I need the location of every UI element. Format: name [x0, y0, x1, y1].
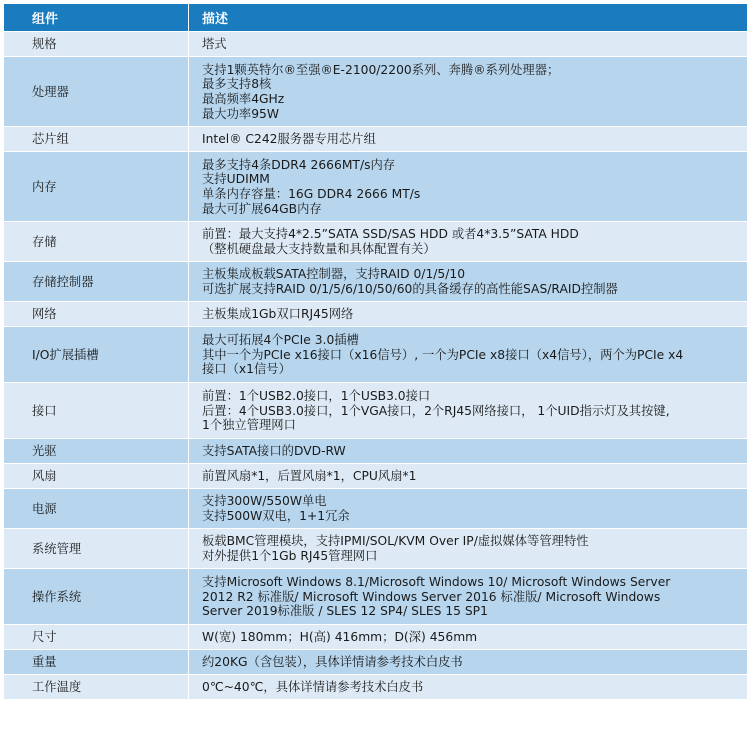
- description-line: W(宽) 180mm；H(高) 416mm；D(深) 456mm: [202, 630, 478, 645]
- table-row: [4, 152, 747, 222]
- component-description: [189, 152, 747, 222]
- spec-table: [4, 4, 747, 700]
- table-row: [4, 439, 747, 464]
- description-line: 后置：4个USB3.0接口，1个VGA接口，2个RJ45网络接口， 1个UID指示灯及其按键,: [202, 403, 670, 418]
- component-name: 内存: [4, 152, 189, 222]
- description-line: Server 2019标准版 / SLES 12 SP4/ SLES 15 SP1: [202, 604, 488, 619]
- description-line: 支持500W双电，1+1冗余: [202, 509, 350, 523]
- description-line: 对外提供1个1Gb RJ45管理网口: [202, 549, 378, 563]
- description-line: Intel® C242服务器专用芯片组: [202, 132, 376, 147]
- table-body: [4, 32, 747, 700]
- table-row: [4, 32, 747, 57]
- table-row: [4, 262, 747, 302]
- description-line: 支持1颗英特尔®至强®E-2100/2200系列、奔腾®系列处理器；: [202, 62, 560, 77]
- description-line: 单条内存容量：16G DDR4 2666 MT/s: [202, 187, 421, 201]
- table-row: [4, 383, 747, 439]
- component-description: [189, 383, 747, 439]
- component-description: [189, 529, 747, 569]
- component-name: 网络: [4, 302, 189, 327]
- component-name: 存储: [4, 222, 189, 262]
- description-line: 可选扩展支持RAID 0/1/5/6/10/50/60的具备缓存的高性能SAS/RAID控制器: [202, 282, 618, 296]
- description-line: 最大可扩展64GB内存: [202, 201, 322, 216]
- component-description: [189, 625, 747, 650]
- component-name: 处理器: [4, 57, 189, 127]
- component-name: 系统管理: [4, 529, 189, 569]
- table-row: [4, 489, 747, 529]
- table-row: [4, 302, 747, 327]
- description-line: 支持UDIMM: [202, 172, 270, 187]
- description-line: 最大功率95W: [202, 106, 279, 121]
- description-line: 主板集成板载SATA控制器，支持RAID 0/1/5/10: [202, 267, 466, 282]
- description-line: 接口（x1信号）: [202, 362, 291, 377]
- component-description: [189, 675, 747, 700]
- table-row: [4, 464, 747, 489]
- table-row: [4, 625, 747, 650]
- table-row: [4, 327, 747, 383]
- component-description: [189, 302, 747, 327]
- component-name: 重量: [4, 650, 189, 675]
- description-line: （整机硬盘最大支持数量和具体配置有关）: [202, 242, 436, 256]
- header-description: 描述: [189, 4, 747, 32]
- description-line: 0℃~40℃，具体详情请参考技术白皮书: [202, 680, 424, 695]
- component-name: 规格: [4, 32, 189, 57]
- description-line: 约20KG（含包装），具体详情请参考技术白皮书: [202, 655, 463, 670]
- table-row: [4, 222, 747, 262]
- description-line: 最多支持8核: [202, 77, 272, 92]
- table-row: [4, 675, 747, 700]
- description-line: 1个独立管理网口: [202, 418, 296, 433]
- description-line: 前置：1个USB2.0接口，1个USB3.0接口: [202, 389, 431, 404]
- table-header-row: [4, 4, 747, 32]
- component-name: 存储控制器: [4, 262, 189, 302]
- table-row: [4, 650, 747, 675]
- component-name: 风扇: [4, 464, 189, 489]
- component-description: [189, 327, 747, 383]
- component-name: 操作系统: [4, 569, 189, 625]
- component-description: [189, 464, 747, 489]
- description-line: 最多支持4条DDR4 2666MT/s内存: [202, 157, 396, 172]
- description-line: 支持SATA接口的DVD-RW: [202, 444, 346, 459]
- description-line: 前置风扇*1，后置风扇*1，CPU风扇*1: [202, 469, 417, 484]
- description-line: 前置：最大支持4*2.5”SATA SSD/SAS HDD 或者4*3.5”SATA HDD: [202, 227, 579, 242]
- description-line: 支持Microsoft Windows 8.1/Microsoft Windows 10/ Microsoft Windows Server: [202, 575, 671, 590]
- description-line: 支持300W/550W单电: [202, 494, 327, 509]
- component-description: [189, 650, 747, 675]
- description-line: 塔式: [202, 37, 227, 52]
- component-name: 接口: [4, 383, 189, 439]
- description-line: 主板集成1Gb双口RJ45网络: [202, 307, 354, 322]
- component-description: [189, 222, 747, 262]
- table-row: [4, 127, 747, 152]
- component-description: [189, 57, 747, 127]
- description-line: 其中一个为PCIe x16接口（x16信号）, 一个为PCIe x8接口（x4信号），两个为PCIe x4: [202, 347, 684, 362]
- component-description: [189, 569, 747, 625]
- description-line: 最高频率4GHz: [202, 92, 285, 106]
- component-name: 光驱: [4, 439, 189, 464]
- header-component: 组件: [4, 4, 189, 32]
- component-name: 电源: [4, 489, 189, 529]
- description-line: 板载BMC管理模块，支持IPMI/SOL/KVM Over IP/虚拟媒体等管理特性: [202, 534, 589, 549]
- component-description: [189, 127, 747, 152]
- component-name: 工作温度: [4, 675, 189, 700]
- component-description: [189, 489, 747, 529]
- description-line: 最大可拓展4个PCIe 3.0插槽: [202, 333, 359, 348]
- component-name: I/O扩展插槽: [4, 327, 189, 383]
- table-row: [4, 57, 747, 127]
- component-description: [189, 32, 747, 57]
- table-row: [4, 529, 747, 569]
- description-line: 2012 R2 标准版/ Microsoft Windows Server 2016 标准版/ Microsoft Windows: [202, 589, 661, 604]
- component-name: 芯片组: [4, 127, 189, 152]
- table-row: [4, 569, 747, 625]
- component-description: [189, 262, 747, 302]
- component-description: [189, 439, 747, 464]
- component-name: 尺寸: [4, 625, 189, 650]
